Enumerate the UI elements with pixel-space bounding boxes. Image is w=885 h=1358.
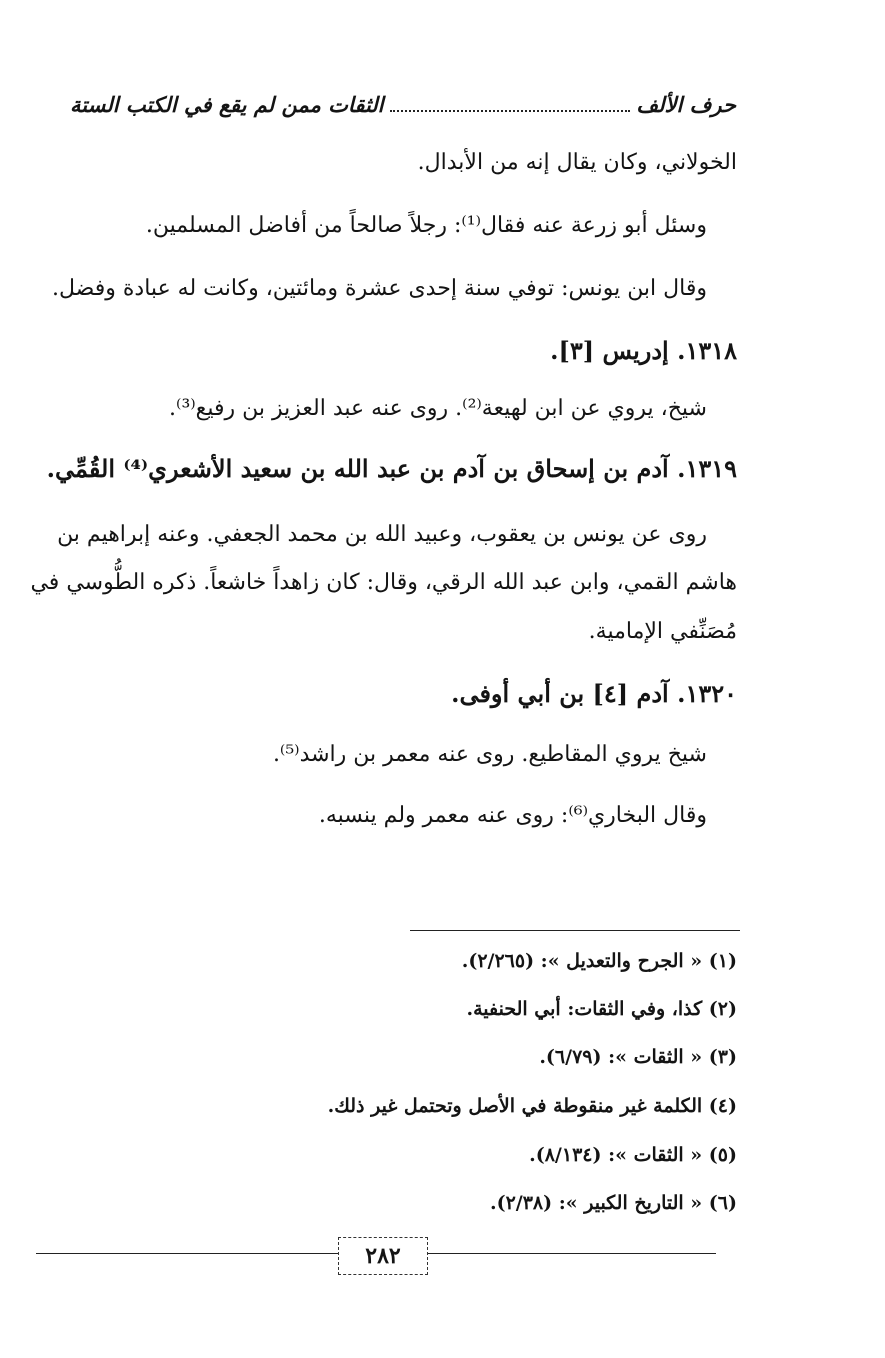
paragraph: وسئل أبو زرعة عنه فقال⁽¹⁾: رجلاً صالحاً من أفاضل المسلمين. xyxy=(145,213,707,238)
paragraph: الخولاني، وكان يقال إنه من الأبدال. xyxy=(417,150,737,175)
paragraph: شيخ، يروي عن ابن لهيعة⁽²⁾. روى عنه عبد العزيز بن رفيع⁽³⁾. xyxy=(169,396,707,421)
footnote: (٤) الكلمة غير منقوطة في الأصل وتحتمل غير ذلك. xyxy=(327,1095,737,1117)
page-number: ٢٨٢ xyxy=(338,1237,428,1275)
footnote: (٦) « التاريخ الكبير »: (٢/٣٨). xyxy=(489,1192,737,1214)
paragraph: مُصَنِّفي الإمامية. xyxy=(588,619,737,644)
running-header xyxy=(70,84,736,124)
footer-rule-left xyxy=(36,1253,338,1254)
chapter-title: حرف الألف xyxy=(636,91,736,117)
entry-heading-1319: ١٣١٩. آدم بن إسحاق بن آدم بن عبد الله بن سعيد الأشعري⁽⁴⁾ القُمِّي. xyxy=(46,454,737,483)
paragraph: روى عن يونس بن يعقوب، وعبيد الله بن محمد الجعفي. وعنه إبراهيم بن xyxy=(57,522,707,547)
entry-heading-1320: ١٣٢٠. آدم [٤] بن أبي أوفى. xyxy=(451,679,737,708)
paragraph: وقال ابن يونس: توفي سنة إحدى عشرة ومائتين، وكانت له عبادة وفضل. xyxy=(52,276,707,301)
header-dots xyxy=(390,96,631,112)
footnote-separator xyxy=(410,930,740,931)
paragraph: شيخ يروي المقاطيع. روى عنه معمر بن راشد⁽⁵⁾. xyxy=(272,742,707,767)
footnote: (١) « الجرح والتعديل »: (٢/٢٦٥). xyxy=(461,950,737,972)
footnote: (٣) « الثقات »: (٦/٧٩). xyxy=(539,1046,737,1068)
footer-rule-right xyxy=(426,1253,716,1254)
footnote: (٥) « الثقات »: (٨/١٣٤). xyxy=(529,1144,737,1166)
paragraph: وقال البخاري⁽⁶⁾: روى عنه معمر ولم ينسبه. xyxy=(318,803,707,828)
footnote: (٢) كذا، وفي الثقات: أبي الحنفية. xyxy=(466,998,737,1020)
entry-heading-1318: ١٣١٨. إدريس [٣]. xyxy=(550,336,737,365)
paragraph: هاشم القمي، وابن عبد الله الرقي، وقال: كان زاهداً خاشعاً. ذكره الطُّوسي في xyxy=(30,570,737,595)
book-title: الثقات ممن لم يقع في الكتب الستة xyxy=(70,91,384,117)
